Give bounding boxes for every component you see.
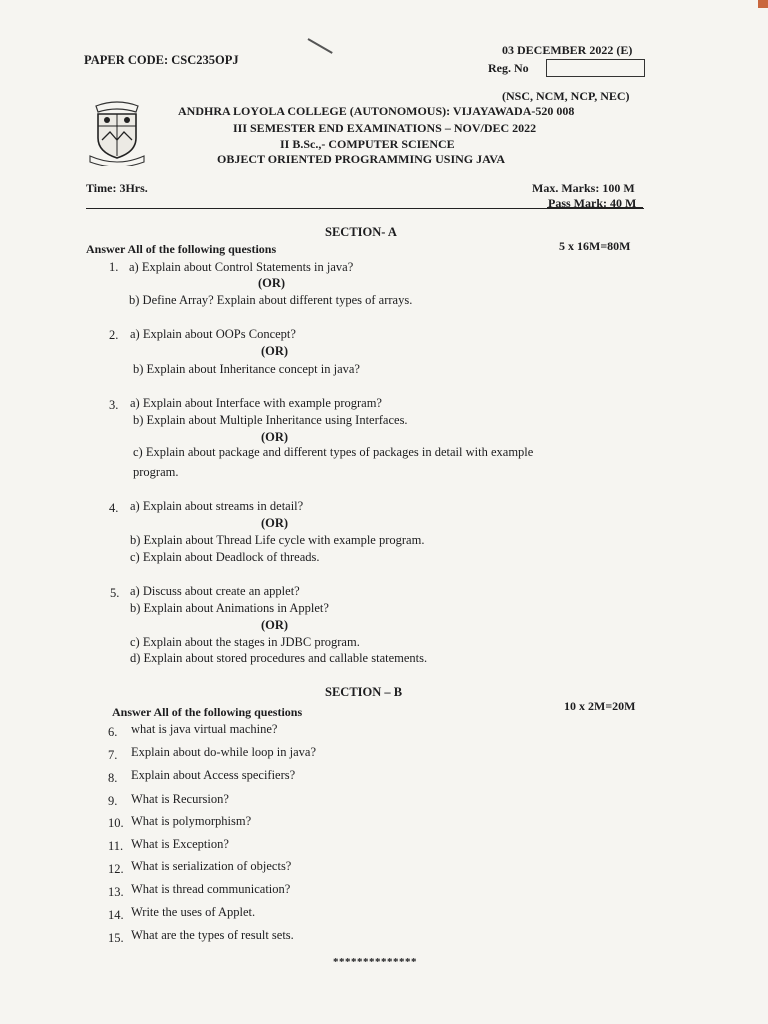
- q5-or: (OR): [261, 618, 289, 632]
- q10-text: What is polymorphism?: [131, 814, 252, 828]
- q3-b: b) Explain about Multiple Inheritance using Interfaces.: [133, 413, 408, 427]
- q11-number: 11.: [108, 839, 124, 853]
- streams: (NSC, NCM, NCP, NEC): [502, 89, 630, 103]
- q11-text: What is Exception?: [131, 837, 229, 851]
- pass-mark: Pass Mark: 40 M: [548, 196, 637, 210]
- q2-b: b) Explain about Inheritance concept in java?: [133, 362, 360, 376]
- max-marks: Max. Marks: 100 M: [532, 181, 635, 195]
- exam-date: 03 DECEMBER 2022 (E): [502, 43, 633, 57]
- college-name: ANDHRA LOYOLA COLLEGE (AUTONOMOUS): VIJAYAWADA-520 008: [178, 104, 575, 118]
- q4-a: a) Explain about streams in detail?: [130, 499, 304, 513]
- q1-or: (OR): [258, 276, 286, 290]
- q4-number: 4.: [109, 501, 119, 515]
- q5-number: 5.: [110, 586, 120, 600]
- q4-or: (OR): [261, 516, 289, 530]
- q12-text: What is serialization of objects?: [131, 859, 292, 873]
- course-title: II B.Sc.,- COMPUTER SCIENCE: [280, 137, 455, 151]
- q5-b: b) Explain about Animations in Applet?: [130, 601, 329, 615]
- q3-c-line2: program.: [133, 465, 179, 479]
- q2-a: a) Explain about OOPs Concept?: [130, 327, 296, 341]
- section-b-title: SECTION – B: [325, 685, 403, 699]
- section-a-instruction: Answer All of the following questions: [86, 242, 277, 256]
- q8-number: 8.: [108, 771, 118, 785]
- section-b-marks: 10 x 2M=20M: [564, 699, 636, 713]
- q2-number: 2.: [109, 328, 119, 342]
- q14-text: Write the uses of Applet.: [131, 905, 256, 919]
- q15-number: 15.: [108, 931, 124, 945]
- section-a-marks: 5 x 16M=80M: [559, 239, 631, 253]
- section-b-instruction: Answer All of the following questions: [112, 705, 303, 719]
- q1-number: 1.: [109, 260, 119, 274]
- q3-a: a) Explain about Interface with example program?: [130, 396, 382, 410]
- college-crest-logo: [88, 100, 146, 166]
- reg-label: Reg. No: [488, 61, 529, 75]
- q3-c-line1: c) Explain about package and different types of packages in detail with example: [133, 445, 534, 459]
- q8-text: Explain about Access specifiers?: [131, 768, 296, 782]
- time-allowed: Time: 3Hrs.: [86, 181, 148, 195]
- paper-code: PAPER CODE: CSC235OPJ: [84, 53, 239, 67]
- q12-number: 12.: [108, 862, 124, 876]
- q13-text: What is thread communication?: [131, 882, 291, 896]
- end-stars: **************: [333, 956, 417, 968]
- q15-text: What are the types of result sets.: [131, 928, 294, 942]
- q3-number: 3.: [109, 398, 119, 412]
- q9-number: 9.: [108, 794, 118, 808]
- q6-number: 6.: [108, 725, 118, 739]
- q9-text: What is Recursion?: [131, 792, 229, 806]
- header-divider: [86, 208, 644, 209]
- q2-or: (OR): [261, 344, 289, 358]
- q5-c: c) Explain about the stages in JDBC program.: [130, 635, 360, 649]
- q6-text: what is java virtual machine?: [131, 722, 278, 736]
- corner-mark: [758, 0, 768, 8]
- q13-number: 13.: [108, 885, 124, 899]
- exam-title: III SEMESTER END EXAMINATIONS – NOV/DEC 2022: [233, 121, 537, 135]
- q7-text: Explain about do-while loop in java?: [131, 745, 317, 759]
- q4-c: c) Explain about Deadlock of threads.: [130, 550, 320, 564]
- subject-title: OBJECT ORIENTED PROGRAMMING USING JAVA: [217, 152, 506, 166]
- q1-b: b) Define Array? Explain about different types of arrays.: [129, 293, 413, 307]
- q3-or: (OR): [261, 430, 289, 444]
- q4-b: b) Explain about Thread Life cycle with example program.: [130, 533, 425, 547]
- q7-number: 7.: [108, 748, 118, 762]
- pen-mark: [308, 38, 333, 54]
- section-a-title: SECTION- A: [325, 225, 397, 239]
- q14-number: 14.: [108, 908, 124, 922]
- q5-d: d) Explain about stored procedures and callable statements.: [130, 651, 428, 665]
- q5-a: a) Discuss about create an applet?: [130, 584, 300, 598]
- q10-number: 10.: [108, 816, 124, 830]
- q1-a: a) Explain about Control Statements in java?: [129, 260, 354, 274]
- reg-number-field[interactable]: [546, 59, 645, 77]
